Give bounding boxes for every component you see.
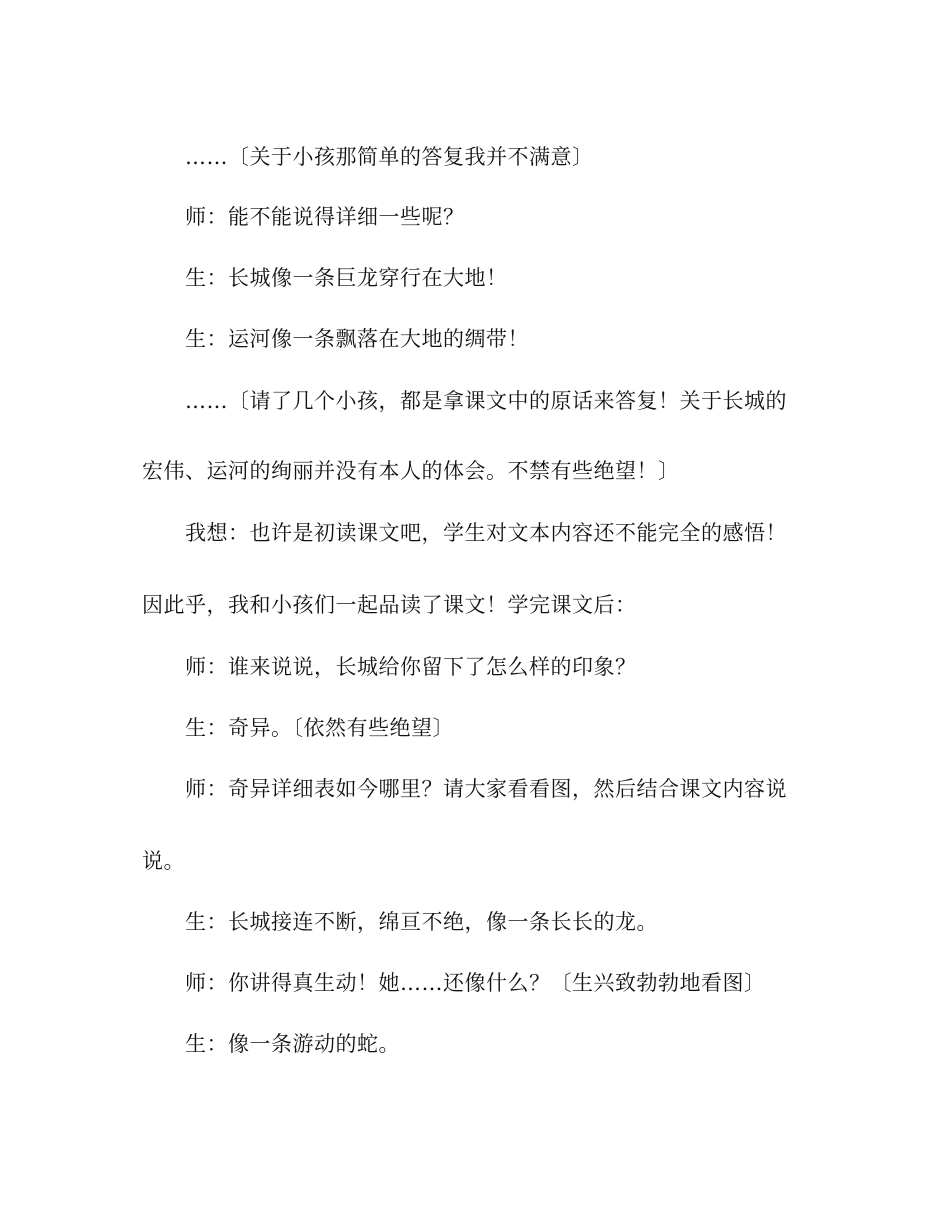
text-line: 生：长城像一条巨龙穿行在大地！ bbox=[185, 266, 508, 290]
text-line: 生：运河像一条飘落在大地的绸带！ bbox=[185, 327, 529, 351]
text-line: ……〔请了几个小孩，都是拿课文中的原话来答复！关于长城的 bbox=[185, 389, 787, 413]
text-line: 生：奇异。〔依然有些绝望〕 bbox=[185, 716, 454, 740]
text-line: 师：谁来说说，长城给你留下了怎么样的印象？ bbox=[185, 655, 637, 679]
text-line: ……〔关于小孩那简单的答复我并不满意〕 bbox=[185, 145, 594, 169]
text-line: 生：像一条游动的蛇。 bbox=[185, 1032, 400, 1056]
text-line: 师：能不能说得详细一些呢？ bbox=[185, 205, 465, 229]
text-line: 因此乎，我和小孩们一起品读了课文！学完课文后： bbox=[142, 593, 637, 617]
text-line: 宏伟、运河的绚丽并没有本人的体会。不禁有些绝望！〕 bbox=[142, 459, 680, 483]
text-line: 生：长城接连不断，绵亘不绝，像一条长长的龙。 bbox=[185, 910, 658, 934]
text-line: 师：你讲得真生动！她……还像什么？〔生兴致勃勃地看图〕 bbox=[185, 971, 766, 995]
text-line: 师：奇异详细表如今哪里？请大家看看图，然后结合课文内容说 bbox=[185, 777, 787, 801]
text-line: 说。 bbox=[142, 849, 185, 873]
text-line: 我想：也许是初读课文吧，学生对文本内容还不能完全的感悟！ bbox=[185, 521, 787, 545]
